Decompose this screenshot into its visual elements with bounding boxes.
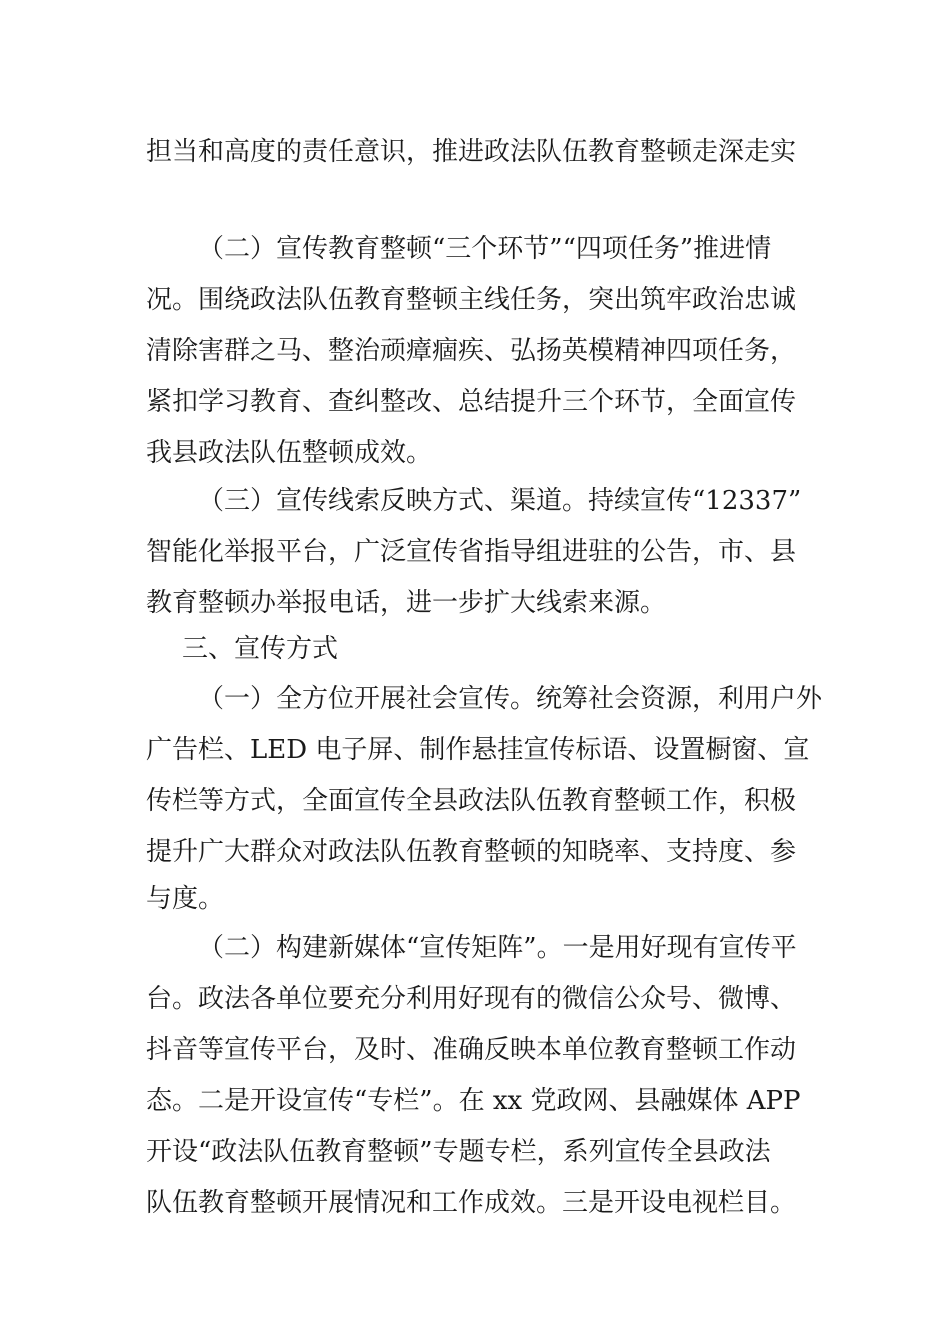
text-line: 提升广大群众对政法队伍教育整顿的知晓率、支持度、参 — [146, 837, 797, 867]
text-line: 抖音等宣传平台，及时、准确反映本单位教育整顿工作动 — [146, 1035, 797, 1065]
paragraph-heading: （二）构建新媒体“宣传矩阵”。一是用好现有宣传平 — [198, 933, 797, 963]
text-line: 态。二是开设宣传“专栏”。在 xx 党政网、县融媒体 APP — [146, 1086, 801, 1116]
text-line: 紧扣学习教育、查纠整改、总结提升三个环节，全面宣传 — [146, 387, 797, 417]
text-line: 担当和高度的责任意识，推进政法队伍教育整顿走深走实 — [146, 137, 797, 167]
paragraph-heading: （三）宣传线索反映方式、渠道。持续宣传“12337” — [198, 486, 802, 516]
text-line: 况。围绕政法队伍教育整顿主线任务，突出筑牢政治忠诚 — [146, 285, 797, 315]
text-line: 队伍教育整顿开展情况和工作成效。三是开设电视栏目。 — [146, 1188, 797, 1218]
text-line: 台。政法各单位要充分利用好现有的微信公众号、微博、 — [146, 984, 797, 1014]
paragraph-heading: （一）全方位开展社会宣传。统筹社会资源，利用户外 — [198, 684, 823, 714]
text-line: 我县政法队伍整顿成效。 — [146, 438, 433, 468]
text-line: 教育整顿办举报电话，进一步扩大线索来源。 — [146, 588, 667, 618]
text-line: 广告栏、LED 电子屏、制作悬挂宣传标语、设置橱窗、宣 — [146, 735, 810, 765]
text-line: 清除害群之马、整治顽瘴痼疾、弘扬英模精神四项任务， — [146, 336, 797, 366]
paragraph-heading: （二）宣传教育整顿“三个环节”“四项任务”推进情 — [198, 234, 772, 264]
text-line: 智能化举报平台，广泛宣传省指导组进驻的公告，市、县 — [146, 537, 797, 567]
text-line: 传栏等方式，全面宣传全县政法队伍教育整顿工作，积极 — [146, 786, 797, 816]
text-line: 与度。 — [146, 884, 225, 914]
text-line: 开设“政法队伍教育整顿”专题专栏，系列宣传全县政法 — [146, 1137, 771, 1167]
section-heading: 三、宣传方式 — [182, 634, 339, 664]
